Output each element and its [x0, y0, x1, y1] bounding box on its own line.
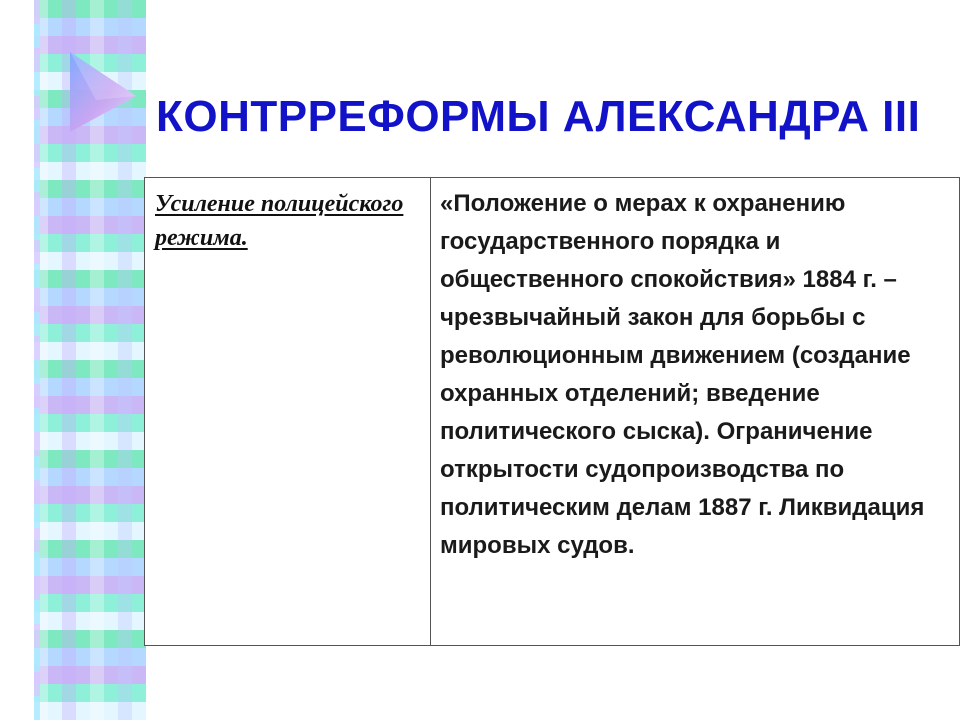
decorative-band-edge: [34, 0, 40, 720]
description-text: «Положение о мерах к охранению государственного порядка и общественного спокойствия» 1884 г. – чрезвычайный закон для борьбы с революционным движением (создание охранных отделений; введение политического сыска). Ограничение открытости судопроизводства по политическим делам 1887 г. Ликвидация мировых судов.: [440, 190, 925, 559]
reforms-table: [144, 177, 960, 646]
table-row: [145, 178, 960, 646]
description-cell: [431, 178, 960, 646]
triangle-play-icon: [66, 50, 138, 134]
slide-title: КОНТРРЕФОРМЫ АЛЕКСАНДРА III: [156, 92, 921, 141]
topic-cell: [145, 178, 431, 646]
topic-text: Усиление полицейского режима.: [155, 191, 404, 251]
